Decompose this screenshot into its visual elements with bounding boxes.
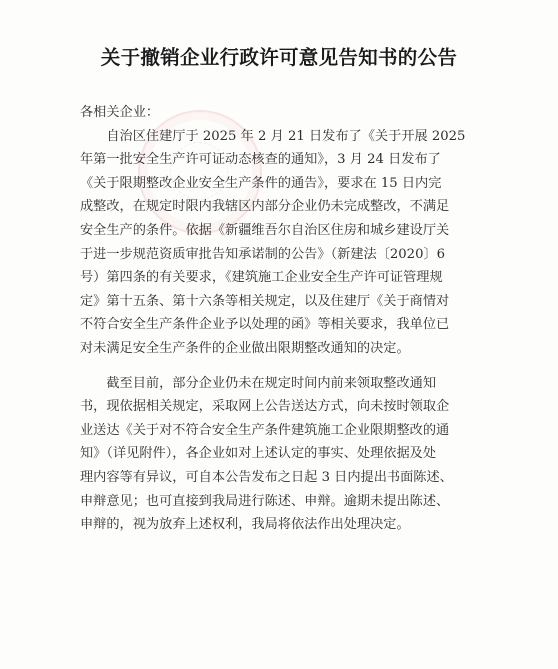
paragraph-1-line: 于进一步规范资质审批告知承诺制的公告》（新建法〔2020〕6 — [80, 246, 446, 262]
paragraph-1-line: 对未满足安全生产条件的企业做出限期整改通知的决定。 — [80, 340, 410, 356]
paragraph-1-line: 不符合安全生产条件企业予以处理的函》等相关要求，我单位已 — [80, 317, 450, 333]
paragraph-2-line: 截至目前，部分企业仍未在规定时间内前来领取整改通知 — [80, 375, 437, 391]
salutation: 各相关企业： — [80, 105, 160, 120]
paragraph-2-line: 申辩的，视为放弃上述权利，我局将依法作出处理决定。 — [80, 517, 410, 533]
page-title: 关于撤销企业行政许可意见告知书的公告 — [100, 46, 458, 69]
paragraph-1-line: 号）第四条的有关要求，《建筑施工企业安全生产许可证管理规 — [80, 270, 443, 286]
paragraph-2-line: 业送达《关于对不符合安全生产条件建筑施工企业限期整改的通 — [80, 422, 450, 438]
paragraph-1-line: 《关于限期整改企业安全生产条件的通告》，要求在 15 日内完 — [80, 175, 442, 191]
document-body — [80, 101, 500, 537]
paragraph-2-line: 申辩意见；也可直接到我局进行陈述、申辩。逾期未提出陈述、 — [80, 493, 450, 509]
paragraph-1-line: 年第一批安全生产许可证动态核查的通知》，3 月 24 日发布了 — [80, 152, 441, 168]
paragraph-2-line: 理内容等有异议，可自本公告发布之日起 3 日内提出书面陈述、 — [80, 469, 453, 485]
paragraph-2-line: 书，现依据相关规定，采取网上公告送达方式，向未按时领取企 — [80, 399, 450, 415]
paragraph-1-line: 定》第十五条、第十六条等相关规定，以及住建厅《关于商情对 — [80, 293, 450, 309]
paragraph-1-line: 安全生产的条件。依据《新疆维吾尔自治区住房和城乡建设厅关 — [80, 222, 450, 238]
paragraph-1-line: 自治区住建厅于 2025 年 2 月 21 日发布了《关于开展 2025 — [80, 128, 466, 144]
paragraph-2-line: 知》（详见附件），各企业如对上述认定的事实、处理依据及处 — [80, 446, 437, 462]
paragraph-1-line: 成整改，在规定时限内我辖区内部分企业仍未完成整改，不满足 — [80, 199, 450, 215]
paragraph-spacer — [80, 361, 500, 372]
